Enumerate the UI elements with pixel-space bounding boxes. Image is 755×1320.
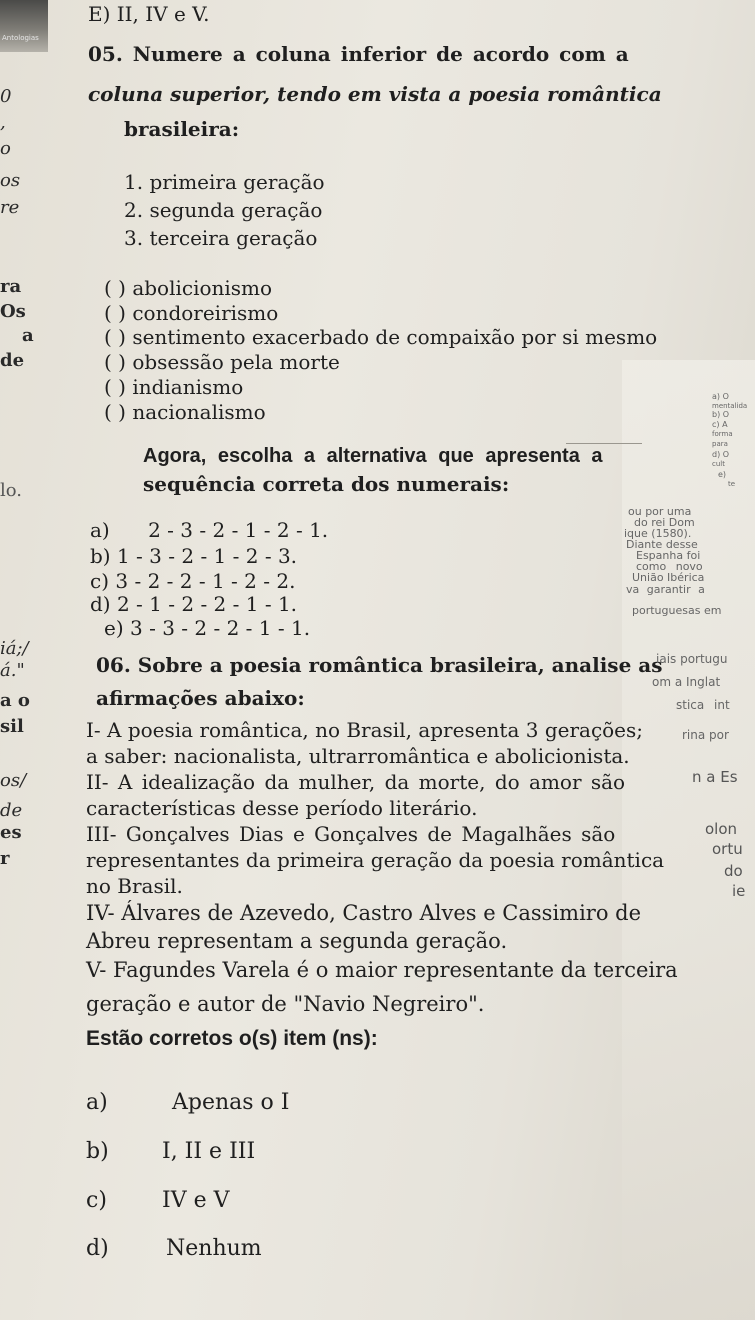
q06-statement-iv-line2: Abreu representam a segunda geração. [86, 929, 508, 953]
q05-option-e [90, 616, 310, 640]
q06-option-c [86, 1188, 230, 1213]
left-margin-fragment: , [0, 112, 6, 133]
right-margin-fragment: n a Es [692, 768, 738, 786]
left-margin-fragment: de [0, 800, 23, 821]
left-margin-fragment: re [0, 197, 20, 218]
q06-option-a-letter: a) [86, 1090, 108, 1115]
q05-option-c-letter: c) [90, 569, 110, 593]
q05-option-c-text: 3 - 2 - 2 - 1 - 2 - 2. [115, 569, 296, 593]
q05-numbered-1: 1. primeira geração [124, 170, 325, 194]
right-margin-fragment: União Ibérica [632, 571, 705, 584]
q05-option-a-text: 2 - 3 - 2 - 1 - 2 - 1. [148, 518, 329, 542]
q05-blank-1: ( ) abolicionismo [104, 276, 273, 300]
right-margin-fragment: ortu [712, 840, 743, 858]
right-margin-fragment: om a Inglat [652, 675, 721, 689]
right-margin-fragment: do rei Dom [634, 516, 695, 529]
left-margin-fragment: os [0, 170, 21, 191]
q06-title-line1: 06. Sobre a poesia romântica brasileira, analise as [96, 653, 663, 677]
right-margin-fragment: stica int [676, 698, 730, 712]
q05-option-e-text: 3 - 3 - 2 - 2 - 1 - 1. [130, 616, 311, 640]
q05-blank-3: ( ) sentimento exacerbado de compaixão por si mesmo [104, 325, 658, 349]
q05-option-a-letter: a) [90, 518, 110, 542]
q05-option-b [90, 544, 297, 568]
right-margin-fragment: Diante desse [626, 538, 698, 551]
q05-instruction-line1: Agora, escolha a alternativa que apresenta a [143, 445, 603, 467]
left-margin-fragment: os/ [0, 770, 27, 791]
left-margin-fragment: de [0, 350, 25, 371]
q05-option-e-letter: e) [104, 616, 124, 640]
q05-option-d-text: 2 - 1 - 2 - 2 - 1 - 1. [116, 592, 298, 616]
right-margin-fragment: e) [718, 470, 727, 479]
q05-blank-5: ( ) indianismo [104, 375, 244, 399]
q06-statement-iii-line2: representantes da primeira geração da poesia romântica [86, 848, 665, 872]
left-margin-fragment: a o [0, 690, 30, 711]
q06-statement-ii-line2: características desse período literário. [86, 796, 478, 820]
q05-option-d [90, 592, 297, 616]
q06-option-a [86, 1090, 290, 1115]
q06-option-b-text: I, II e III [162, 1139, 256, 1164]
right-margin-fragment: ou por uma [628, 505, 692, 518]
q06-option-c-letter: c) [86, 1188, 107, 1213]
q05-numbered-3: 3. terceira geração [124, 226, 318, 250]
left-margin-fragment: o [0, 138, 11, 159]
right-margin-fragment: forma [712, 430, 733, 438]
right-margin-fragment: d) O [712, 450, 730, 459]
left-margin-fragment: á." [0, 660, 25, 681]
q05-blank-6: ( ) nacionalismo [104, 400, 266, 424]
left-margin-fragment: lo. [0, 480, 22, 501]
q05-option-a [90, 518, 328, 542]
q06-option-a-text: Apenas o I [172, 1090, 290, 1115]
q06-title-line2: afirmações abaixo: [96, 686, 305, 710]
right-margin-fragment: va garantir a [626, 583, 705, 596]
right-margin-fragment: do [724, 862, 743, 880]
q05-blank-2: ( ) condoreirismo [104, 301, 279, 325]
q05-option-c [90, 569, 295, 593]
right-margin-fragment: ique (1580). [624, 527, 692, 540]
q05-title-line2: coluna superior, tendo em vista a poesia romântica [88, 82, 662, 106]
right-margin-fragment: iais portugu [656, 652, 728, 666]
right-margin-fragment: mentalida [712, 402, 748, 410]
q06-option-b-letter: b) [86, 1139, 109, 1164]
right-margin-fragment: para [712, 440, 728, 448]
q05-option-b-text: 1 - 3 - 2 - 1 - 2 - 3. [116, 544, 298, 568]
left-margin-fragment: ra [0, 276, 22, 297]
right-margin-fragment: te [728, 480, 736, 488]
right-margin-fragment: cult [712, 460, 725, 468]
right-margin-fragment: b) O [712, 410, 730, 419]
left-margin-fragment: 0 [0, 86, 12, 107]
q05-blank-4: ( ) obsessão pela morte [104, 350, 340, 374]
right-margin-fragment: Espanha foi [636, 549, 701, 562]
right-margin-fragment: c) A [712, 420, 728, 429]
q06-statement-v-line2: geração e autor de "Navio Negreiro". [86, 992, 485, 1016]
q06-option-d-letter: d) [86, 1236, 109, 1261]
q06-option-c-text: IV e V [162, 1188, 230, 1213]
previous-answer-line: E) II, IV e V. [88, 2, 210, 26]
right-margin-fragment: olon [705, 820, 738, 838]
left-margin-fragment: a [22, 325, 34, 346]
q06-option-d [86, 1236, 262, 1261]
q06-statement-v-line1: V- Fagundes Varela é o maior representante da terceira [86, 958, 678, 982]
q06-option-b [86, 1139, 256, 1164]
right-margin-fragment: a) O [712, 392, 729, 401]
left-margin-fragment: iá;/ [0, 638, 29, 659]
left-margin-fragment: r [0, 848, 10, 869]
right-margin-fragment: rina por [682, 728, 729, 742]
corner-label: Antologias [2, 34, 39, 42]
right-margin-fragment: como novo [636, 560, 703, 573]
q06-question: Estão corretos o(s) item (ns): [86, 1027, 378, 1050]
q05-title-line1: 05. Numere a coluna inferior de acordo com a [88, 42, 629, 66]
right-margin-fragment: portuguesas em [632, 604, 722, 617]
q05-option-d-letter: d) [90, 592, 111, 616]
q06-option-d-text: Nenhum [166, 1236, 262, 1261]
q06-statement-i-line1: I- A poesia romântica, no Brasil, apresenta 3 gerações; [86, 718, 644, 742]
corner-thumbnail [0, 0, 48, 52]
q05-instruction-line2: sequência correta dos numerais: [143, 472, 510, 496]
q06-statement-ii-line1: II- A idealização da mulher, da morte, do amor são [86, 770, 626, 794]
right-margin-fragment: ie [732, 882, 746, 900]
left-margin-fragment: Os [0, 301, 26, 322]
q06-statement-iv-line1: IV- Álvares de Azevedo, Castro Alves e Cassimiro de [86, 901, 642, 925]
left-margin-fragment: es [0, 822, 22, 843]
divider-line [566, 443, 642, 444]
q05-option-b-letter: b) [90, 544, 111, 568]
q06-statement-iii-line3: no Brasil. [86, 874, 183, 898]
left-margin-fragment: sil [0, 716, 24, 737]
q05-numbered-2: 2. segunda geração [124, 198, 323, 222]
q05-title-line3: brasileira: [124, 117, 240, 141]
q06-statement-i-line2: a saber: nacionalista, ultrarromântica e abolicionista. [86, 744, 630, 768]
q06-statement-iii-line1: III- Gonçalves Dias e Gonçalves de Magalhães são [86, 822, 616, 846]
